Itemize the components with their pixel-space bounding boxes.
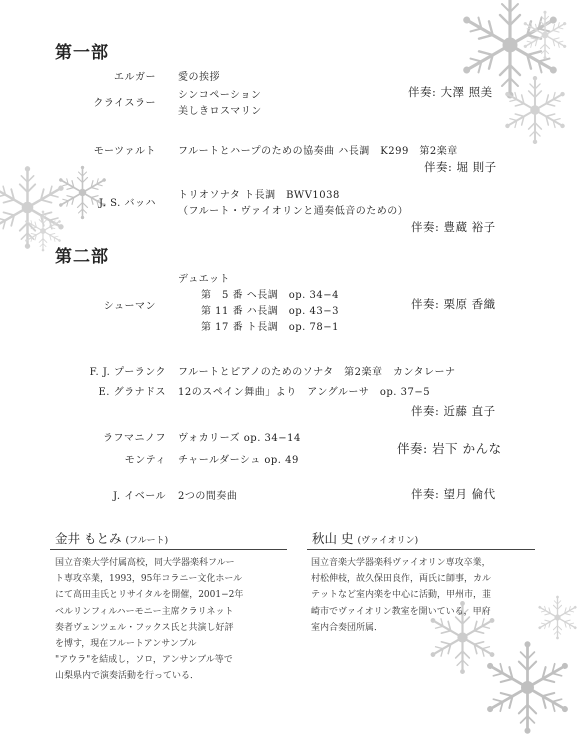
piece-schumann-3: 第 17 番 ト長調 op. 78−1	[201, 322, 340, 333]
composer-schumann: シューマン	[103, 301, 156, 312]
piece-elgar: 愛の挨拶	[178, 72, 220, 83]
piece-kreisler-1: シンコペーション	[178, 90, 262, 101]
composer-kreisler: クライスラー	[93, 98, 156, 109]
performer-1-instrument: (フルート)	[125, 536, 169, 546]
performer-2-rule	[307, 549, 535, 550]
bio-line: を博す，現在フルートアンサンブル	[55, 639, 197, 650]
snowflake-icon	[520, 10, 570, 60]
piece-granados: 12のスペイン舞曲」より アングルーサ op. 37−5	[178, 387, 431, 398]
performer-1-name: 金井 もとみ	[55, 531, 122, 546]
composer-granados: E. グラナドス	[98, 387, 166, 398]
bio-line: ベルリンフィルハーモニー主席クラリネット	[55, 606, 234, 617]
accompanist-monti: 伴奏: 岩下 かんな	[397, 441, 502, 456]
schumann-duet-title: デュエット	[178, 274, 230, 285]
bio-line: テットなど室内楽を中心に活動，甲州市，韮	[311, 590, 492, 601]
accompanist-mozart: 伴奏: 堀 則子	[424, 160, 497, 174]
performer-1-rule	[50, 549, 287, 550]
performer-2-heading	[312, 529, 418, 547]
bio-line: ト専攻卒業，1993，95年コラニー文化ホール	[55, 574, 243, 585]
performer-1-bio	[55, 555, 243, 685]
composer-elgar: エルガー	[114, 72, 156, 83]
bio-line: 山梨県内で演奏活動を行っている．	[55, 671, 200, 682]
composer-monti: モンティ	[124, 455, 166, 466]
piece-schumann-1: 第 5 番 ヘ長調 op. 34−4	[201, 290, 339, 301]
part2-title: 第二部	[55, 247, 109, 267]
accompanist-granados: 伴奏: 近藤 直子	[411, 404, 496, 418]
bio-line: "アウラ"を結成し，ソロ，アンサンブル等で	[55, 655, 233, 666]
snowflake-icon	[500, 75, 570, 145]
performer-2-bio	[311, 555, 491, 636]
performer-2-instrument: (ヴァイオリン)	[357, 536, 419, 546]
piece-bach-1: トリオソナタ ト長調 BWV1038	[178, 190, 340, 201]
piece-mozart: フルートとハープのための協奏曲 ハ長調 K299 第2楽章	[178, 146, 458, 157]
bio-line: 村松伸枝，故久保田良作，両氏に師事，カル	[311, 574, 492, 585]
accompanist-schumann: 伴奏: 栗原 香織	[411, 297, 496, 311]
bio-line: 国立音楽大学器楽科ヴァイオリン専攻卒業，	[311, 558, 491, 568]
bio-line: 崎市でヴァイオリン教室を開いている，甲府	[311, 606, 491, 617]
performer-1-heading	[55, 529, 168, 547]
bio-line: 奏者ヴェンツェル・フックス氏と共演し好評	[55, 622, 234, 633]
snowflake-icon	[535, 595, 578, 640]
piece-ibert: 2つの間奏曲	[178, 491, 238, 502]
piece-monti: チャールダーシュ op. 49	[178, 455, 299, 466]
piece-kreisler-2: 美しきロスマリン	[178, 106, 262, 117]
bio-line: 国立音楽大学付属高校，同大学器楽科フルー	[55, 558, 235, 568]
composer-ibert: J. イベール	[113, 491, 166, 502]
composer-rachmaninoff: ラフマニノフ	[103, 433, 166, 444]
snowflake-icon	[480, 640, 575, 735]
accompanist-bach: 伴奏: 豊蔵 裕子	[411, 220, 496, 234]
performer-2-name: 秋山 史	[312, 531, 354, 546]
piece-schumann-2: 第 11 番 ハ長調 op. 43−3	[201, 306, 340, 317]
accompanist-kreisler: 伴奏: 大澤 照美	[408, 85, 493, 99]
accompanist-ibert: 伴奏: 望月 倫代	[411, 487, 496, 501]
composer-mozart: モーツァルト	[93, 146, 156, 157]
piece-rachmaninoff: ヴォカリーズ op. 34−14	[178, 433, 301, 444]
composer-poulenc: F. J. プーランク	[89, 367, 166, 378]
bio-line: にて高田圭氏とリサイタルを開催，2001−2年	[55, 590, 244, 601]
bio-line: 室内合奏団所属．	[311, 622, 384, 633]
composer-bach: J. S. バッハ	[99, 198, 156, 209]
piece-bach-2: （フルート・ヴァイオリンと通奏低音のための）	[178, 206, 409, 217]
piece-poulenc: フルートとピアノのためのソナタ 第2楽章 カンタレーナ	[178, 367, 456, 378]
part1-title: 第一部	[55, 43, 109, 63]
